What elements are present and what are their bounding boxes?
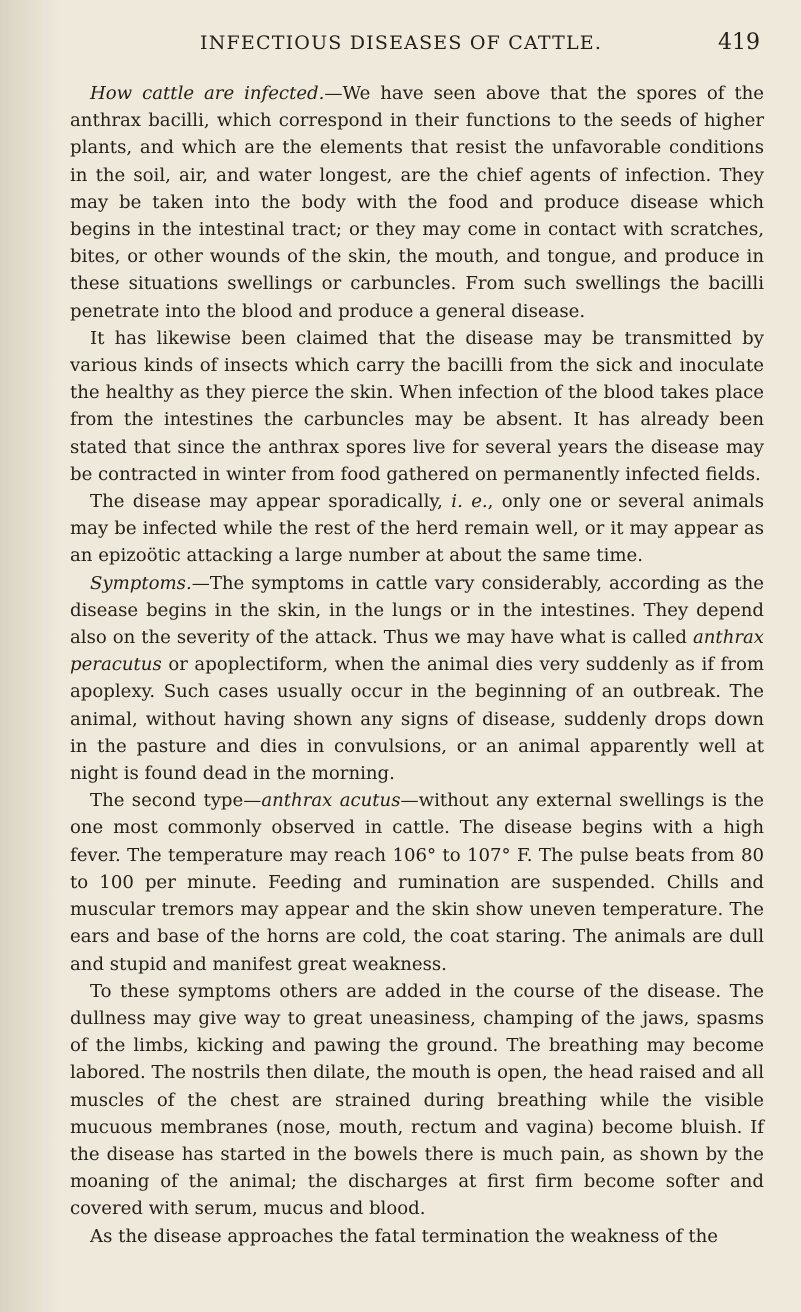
page-number: 419 [718,30,760,55]
italic-term: anthrax peracutus [70,627,764,676]
paragraph-course [70,978,764,1223]
paragraph-insects [70,325,764,488]
italic-term: anthrax acutus [261,790,401,812]
paragraph-second-type [70,787,764,977]
page-header [70,30,760,70]
paragraph-text: As the disease approaches the fatal termination the weakness of the [90,1225,719,1247]
page-edge-stain [0,0,60,1312]
paragraph-text: —The symptoms in cattle vary considerably, according as the disease begins in the skin, in the lungs or in the intestines. They depend also on the severity of the attack. Thus we may have what is called [70,572,764,649]
paragraph-text: —without any external swellings is the one most commonly observed in cattle. The disease begins with a high fever. The temperature may reach 106° to 107° F. The pulse beats from 80 to 100 per minute. Feeding and rumination are suspended. Chills and muscular tremors may appear and the skin show uneven temperature. The ears and base of the horns are cold, the coat staring. The animals are dull and stupid and manifest great weakness. [70,790,764,975]
italic-term: i. e. [451,491,488,513]
paragraph-text: The second type— [90,790,262,812]
paragraph-text: or apoplectiform, when the animal dies very suddenly as if from apoplexy. Such cases usually occur in the beginning of an outbreak. The animal, without having shown any signs of disease, suddenly drops down in the pasture and dies in convulsions, or an animal apparently well at night is found dead in the morning. [70,654,764,785]
running-head: INFECTIOUS DISEASES OF CATTLE. [200,32,603,54]
paragraph-text: To these symptoms others are added in the course of the disease. The dullness may give way to great uneasiness, champing of the jaws, spasms of the limbs, kicking and pawing the ground. The breathing may become labored. The nostrils then dilate, the mouth is open, the head raised and all muscles of the chest are strained during breathing while the visible mucuous membranes (nose, mouth, rectum and vagina) become bluish. If the disease has started in the bowels there is much pain, as shown by the moaning of the animal; the discharges at first firm become softer and covered with serum, mucus and blood. [70,980,764,1220]
section-heading-how-infected: How cattle are infected. [90,83,325,104]
paragraph-text: It has likewise been claimed that the disease may be transmitted by various kinds of insects which carry the bacilli from the sick and inoculate the healthy as they pierce the skin. When infection of the blood takes place from the intestines the carbuncles may be absent. It has already been stated that since the anthrax spores live for several years the disease may be contracted in winter from food gathered on permanently infected fields. [70,327,764,485]
paragraph-text: —We have seen above that the spores of the anthrax bacilli, which correspond in their functions to the seeds of higher plants, and which are the elements that resist the unfavorable conditions in the soil, air, and water longest, are the chief agents of infection. They may be taken into the body with the food and produce disease which begins in the intestinal tract; or they may come in contact with scratches, bites, or other wounds of the skin, the mouth, and tongue, and produce in these situations swellings or carbuncles. From such swellings the bacilli penetrate into the blood and produce a general disease. [70,83,765,322]
page-body [70,80,764,1250]
paragraph-fatal [70,1223,764,1250]
paragraph-how-infected [70,80,764,325]
paragraph-symptoms [70,570,764,788]
section-heading-symptoms: Symptoms. [90,572,192,594]
paragraph-text: The disease may appear sporadically, [90,491,452,513]
paragraph-sporadic [70,488,764,570]
paragraph-text: , only one or several animals may be infected while the rest of the herd remain well, or it may appear as an epizoötic attacking a large number at about the same time. [70,491,764,567]
